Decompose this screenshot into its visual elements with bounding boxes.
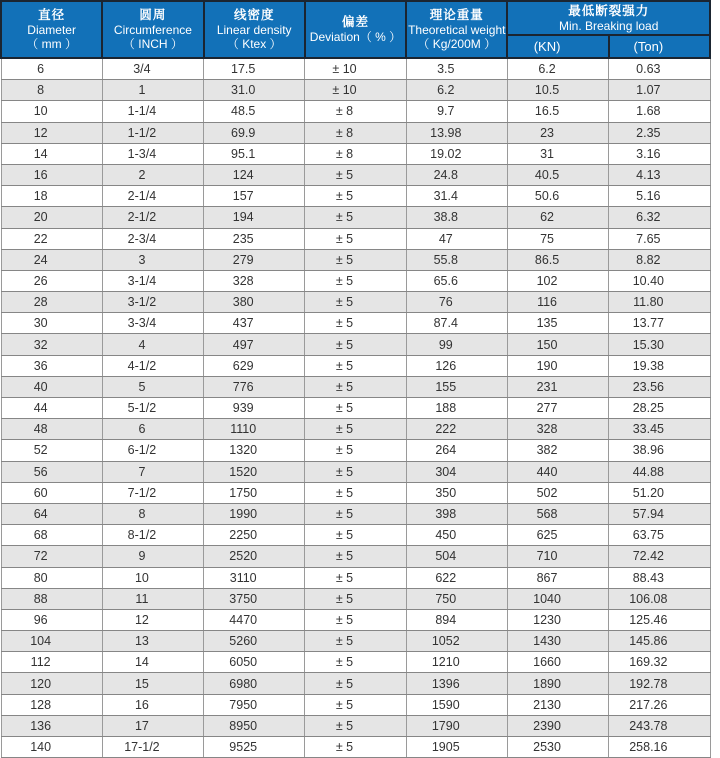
- table-row: [1, 101, 710, 122]
- cell: 5: [102, 376, 203, 397]
- cell: ± 5: [305, 334, 406, 355]
- cell: 7950: [204, 694, 305, 715]
- cell: 382: [507, 440, 608, 461]
- cell: 18: [1, 186, 102, 207]
- cell: ± 5: [305, 737, 406, 758]
- cell: 3-1/4: [102, 270, 203, 291]
- cell: 150: [507, 334, 608, 355]
- table-row: [1, 737, 710, 758]
- cell: 17-1/2: [102, 737, 203, 758]
- cell: 120: [1, 673, 102, 694]
- table-row: [1, 652, 710, 673]
- cell: 6.2: [507, 58, 608, 80]
- cell: 44.88: [609, 461, 710, 482]
- cell: 5.16: [609, 186, 710, 207]
- cell: 135: [507, 313, 608, 334]
- cell: 62: [507, 207, 608, 228]
- cell: 125.46: [609, 609, 710, 630]
- cell: ± 5: [305, 715, 406, 736]
- cell: 99: [406, 334, 507, 355]
- cell: 625: [507, 525, 608, 546]
- cell: 24.8: [406, 164, 507, 185]
- col-header-circumference: [102, 1, 203, 58]
- cell: 1052: [406, 631, 507, 652]
- table-row: [1, 376, 710, 397]
- cell: 14: [102, 652, 203, 673]
- table-row: [1, 588, 710, 609]
- cell: 33.45: [609, 419, 710, 440]
- table-row: [1, 673, 710, 694]
- cell: 13: [102, 631, 203, 652]
- cell: 504: [406, 546, 507, 567]
- cell: 8: [1, 80, 102, 101]
- col-subheader-kn: (KN): [507, 35, 608, 58]
- table-row: [1, 715, 710, 736]
- table-row: [1, 207, 710, 228]
- cell: 5-1/2: [102, 398, 203, 419]
- cell: 1230: [507, 609, 608, 630]
- cell: 116: [507, 292, 608, 313]
- cell: 3.5: [406, 58, 507, 80]
- cell: 10: [1, 101, 102, 122]
- table-row: [1, 609, 710, 630]
- cell: 710: [507, 546, 608, 567]
- cell: ± 5: [305, 609, 406, 630]
- cell: 44: [1, 398, 102, 419]
- header-en: Theoretical weight: [408, 22, 506, 37]
- cell: 88: [1, 588, 102, 609]
- cell: 19.38: [609, 355, 710, 376]
- cell: 80: [1, 567, 102, 588]
- cell: 40: [1, 376, 102, 397]
- cell: 2530: [507, 737, 608, 758]
- cell: 3-1/2: [102, 292, 203, 313]
- cell: 190: [507, 355, 608, 376]
- cell: 6980: [204, 673, 305, 694]
- table-row: [1, 249, 710, 270]
- col-header-deviation: [305, 1, 406, 58]
- cell: 629: [204, 355, 305, 376]
- table-row: [1, 694, 710, 715]
- table-row: [1, 270, 710, 291]
- cell: 304: [406, 461, 507, 482]
- cell: 31.0: [204, 80, 305, 101]
- header-en: Linear density: [216, 22, 292, 37]
- cell: 72: [1, 546, 102, 567]
- table-row: [1, 186, 710, 207]
- cell: 398: [406, 503, 507, 524]
- cell: 3/4: [102, 58, 203, 80]
- table-row: [1, 525, 710, 546]
- header-en: Diameter: [27, 22, 76, 37]
- cell: 17.5: [204, 58, 305, 80]
- header-unit: （ INCH ）: [122, 36, 183, 51]
- cell: 1590: [406, 694, 507, 715]
- cell: 140: [1, 737, 102, 758]
- cell: 4470: [204, 609, 305, 630]
- cell: 11: [102, 588, 203, 609]
- table-row: [1, 440, 710, 461]
- cell: 1.07: [609, 80, 710, 101]
- cell: 28.25: [609, 398, 710, 419]
- cell: 104: [1, 631, 102, 652]
- cell: ± 5: [305, 355, 406, 376]
- table-row: [1, 546, 710, 567]
- cell: 2250: [204, 525, 305, 546]
- table-row: [1, 122, 710, 143]
- cell: ± 5: [305, 673, 406, 694]
- table-row: [1, 334, 710, 355]
- header-zh: 最低断裂强力: [568, 3, 650, 18]
- cell: ± 5: [305, 588, 406, 609]
- cell: ± 5: [305, 567, 406, 588]
- cell: 1-1/2: [102, 122, 203, 143]
- cell: 12: [1, 122, 102, 143]
- cell: 2520: [204, 546, 305, 567]
- header-zh: 圆周: [139, 7, 167, 22]
- cell: 1750: [204, 482, 305, 503]
- cell: 235: [204, 228, 305, 249]
- cell: 6-1/2: [102, 440, 203, 461]
- cell: 56: [1, 461, 102, 482]
- cell: 8950: [204, 715, 305, 736]
- cell: 0.63: [609, 58, 710, 80]
- table-row: [1, 355, 710, 376]
- cell: 867: [507, 567, 608, 588]
- cell: 750: [406, 588, 507, 609]
- cell: 9.7: [406, 101, 507, 122]
- cell: 31: [507, 143, 608, 164]
- cell: 17: [102, 715, 203, 736]
- cell: ± 5: [305, 313, 406, 334]
- header-unit: （ mm ）: [26, 36, 77, 51]
- table-row: [1, 164, 710, 185]
- cell: 96: [1, 609, 102, 630]
- cell: 939: [204, 398, 305, 419]
- table-row: [1, 313, 710, 334]
- header-en: Circumference: [113, 22, 192, 37]
- cell: 124: [204, 164, 305, 185]
- cell: 437: [204, 313, 305, 334]
- header-en: Min. Breaking load: [559, 18, 659, 33]
- cell: 48.5: [204, 101, 305, 122]
- col-header-breaking-load: [507, 1, 710, 35]
- cell: 28: [1, 292, 102, 313]
- cell: 145.86: [609, 631, 710, 652]
- cell: ± 5: [305, 270, 406, 291]
- cell: 1790: [406, 715, 507, 736]
- cell: 69.9: [204, 122, 305, 143]
- cell: ± 10: [305, 58, 406, 80]
- cell: 32: [1, 334, 102, 355]
- cell: 16: [102, 694, 203, 715]
- cell: ± 5: [305, 503, 406, 524]
- cell: 440: [507, 461, 608, 482]
- table-row: [1, 567, 710, 588]
- cell: 40.5: [507, 164, 608, 185]
- cell: 1: [102, 80, 203, 101]
- cell: 10.40: [609, 270, 710, 291]
- cell: 776: [204, 376, 305, 397]
- table-row: [1, 503, 710, 524]
- cell: 126: [406, 355, 507, 376]
- col-header-diameter: [1, 1, 102, 58]
- cell: ± 5: [305, 376, 406, 397]
- table-row: [1, 292, 710, 313]
- cell: 157: [204, 186, 305, 207]
- cell: 23: [507, 122, 608, 143]
- cell: 450: [406, 525, 507, 546]
- cell: 188: [406, 398, 507, 419]
- table-row: [1, 228, 710, 249]
- cell: 20: [1, 207, 102, 228]
- cell: 47: [406, 228, 507, 249]
- cell: 7-1/2: [102, 482, 203, 503]
- cell: 1520: [204, 461, 305, 482]
- table-row: [1, 143, 710, 164]
- cell: 48: [1, 419, 102, 440]
- cell: 136: [1, 715, 102, 736]
- cell: 26: [1, 270, 102, 291]
- cell: 328: [507, 419, 608, 440]
- header-unit: （ Ktex ）: [226, 36, 282, 51]
- cell: ± 5: [305, 440, 406, 461]
- cell: 60: [1, 482, 102, 503]
- cell: 36: [1, 355, 102, 376]
- cell: 279: [204, 249, 305, 270]
- cell: 31.4: [406, 186, 507, 207]
- cell: 1040: [507, 588, 608, 609]
- table-row: [1, 58, 710, 80]
- cell: 622: [406, 567, 507, 588]
- cell: 350: [406, 482, 507, 503]
- cell: 8: [102, 503, 203, 524]
- cell: 51.20: [609, 482, 710, 503]
- cell: 68: [1, 525, 102, 546]
- cell: 6050: [204, 652, 305, 673]
- cell: 38.8: [406, 207, 507, 228]
- cell: ± 5: [305, 482, 406, 503]
- cell: 11.80: [609, 292, 710, 313]
- cell: ± 8: [305, 101, 406, 122]
- cell: 1110: [204, 419, 305, 440]
- cell: 3110: [204, 567, 305, 588]
- cell: ± 5: [305, 546, 406, 567]
- cell: 2390: [507, 715, 608, 736]
- cell: ± 5: [305, 694, 406, 715]
- cell: 497: [204, 334, 305, 355]
- cell: 8-1/2: [102, 525, 203, 546]
- cell: 1320: [204, 440, 305, 461]
- cell: 1.68: [609, 101, 710, 122]
- cell: 894: [406, 609, 507, 630]
- cell: 4-1/2: [102, 355, 203, 376]
- header-zh: 线密度: [233, 7, 275, 22]
- header-zh: 偏差: [341, 15, 369, 29]
- header-en: Deviation（ % ）: [309, 30, 402, 44]
- header-zh: 直径: [38, 7, 66, 22]
- cell: 5260: [204, 631, 305, 652]
- cell: 7: [102, 461, 203, 482]
- cell: 63.75: [609, 525, 710, 546]
- cell: 2.35: [609, 122, 710, 143]
- table-row: [1, 80, 710, 101]
- cell: 258.16: [609, 737, 710, 758]
- cell: 2130: [507, 694, 608, 715]
- cell: 9: [102, 546, 203, 567]
- cell: 222: [406, 419, 507, 440]
- cell: 112: [1, 652, 102, 673]
- cell: 328: [204, 270, 305, 291]
- cell: 19.02: [406, 143, 507, 164]
- cell: 1-3/4: [102, 143, 203, 164]
- cell: 8.82: [609, 249, 710, 270]
- cell: 243.78: [609, 715, 710, 736]
- cell: 102: [507, 270, 608, 291]
- cell: 88.43: [609, 567, 710, 588]
- cell: ± 5: [305, 419, 406, 440]
- cell: 2-3/4: [102, 228, 203, 249]
- cell: ± 8: [305, 143, 406, 164]
- cell: 1905: [406, 737, 507, 758]
- cell: ± 5: [305, 186, 406, 207]
- cell: 155: [406, 376, 507, 397]
- cell: 6: [1, 58, 102, 80]
- cell: 76: [406, 292, 507, 313]
- cell: ± 5: [305, 164, 406, 185]
- cell: 15.30: [609, 334, 710, 355]
- cell: 13.98: [406, 122, 507, 143]
- cell: 86.5: [507, 249, 608, 270]
- cell: 1660: [507, 652, 608, 673]
- cell: 1396: [406, 673, 507, 694]
- cell: ± 5: [305, 228, 406, 249]
- header-zh: 理论重量: [429, 7, 484, 22]
- cell: 4.13: [609, 164, 710, 185]
- cell: ± 8: [305, 122, 406, 143]
- cell: 6.2: [406, 80, 507, 101]
- cell: 2-1/2: [102, 207, 203, 228]
- table-row: [1, 419, 710, 440]
- cell: 568: [507, 503, 608, 524]
- cell: 9525: [204, 737, 305, 758]
- cell: 3750: [204, 588, 305, 609]
- cell: 3.16: [609, 143, 710, 164]
- cell: 169.32: [609, 652, 710, 673]
- cell: 4: [102, 334, 203, 355]
- cell: ± 5: [305, 461, 406, 482]
- cell: 95.1: [204, 143, 305, 164]
- cell: 13.77: [609, 313, 710, 334]
- cell: 55.8: [406, 249, 507, 270]
- cell: 75: [507, 228, 608, 249]
- cell: 65.6: [406, 270, 507, 291]
- col-subheader-ton: (Ton): [609, 35, 710, 58]
- cell: ± 10: [305, 80, 406, 101]
- table-row: [1, 631, 710, 652]
- cell: 264: [406, 440, 507, 461]
- cell: 3-3/4: [102, 313, 203, 334]
- cell: 57.94: [609, 503, 710, 524]
- cell: ± 5: [305, 398, 406, 419]
- cell: 277: [507, 398, 608, 419]
- cell: ± 5: [305, 631, 406, 652]
- cell: 194: [204, 207, 305, 228]
- cell: 16.5: [507, 101, 608, 122]
- cell: ± 5: [305, 525, 406, 546]
- cell: 2: [102, 164, 203, 185]
- cell: 52: [1, 440, 102, 461]
- cell: 30: [1, 313, 102, 334]
- cell: 22: [1, 228, 102, 249]
- cell: 87.4: [406, 313, 507, 334]
- table-body: [1, 58, 710, 758]
- cell: 6: [102, 419, 203, 440]
- table-row: [1, 482, 710, 503]
- cell: 1210: [406, 652, 507, 673]
- cell: 72.42: [609, 546, 710, 567]
- cell: 1990: [204, 503, 305, 524]
- col-header-linear-density: [204, 1, 305, 58]
- cell: ± 5: [305, 652, 406, 673]
- table-row: [1, 461, 710, 482]
- cell: 3: [102, 249, 203, 270]
- cell: 16: [1, 164, 102, 185]
- cell: 6.32: [609, 207, 710, 228]
- cell: 12: [102, 609, 203, 630]
- cell: ± 5: [305, 249, 406, 270]
- cell: 10.5: [507, 80, 608, 101]
- col-header-theoretical-weight: [406, 1, 507, 58]
- table-header: [1, 1, 710, 58]
- header-unit: （ Kg/200M ）: [417, 36, 497, 51]
- cell: 10: [102, 567, 203, 588]
- cell: 502: [507, 482, 608, 503]
- cell: 7.65: [609, 228, 710, 249]
- cell: 192.78: [609, 673, 710, 694]
- cell: 14: [1, 143, 102, 164]
- cell: 2-1/4: [102, 186, 203, 207]
- cell: 217.26: [609, 694, 710, 715]
- cell: 1-1/4: [102, 101, 203, 122]
- cell: 64: [1, 503, 102, 524]
- cell: 128: [1, 694, 102, 715]
- cell: 15: [102, 673, 203, 694]
- cell: 50.6: [507, 186, 608, 207]
- table-row: [1, 398, 710, 419]
- cell: 380: [204, 292, 305, 313]
- cell: 1430: [507, 631, 608, 652]
- cell: 231: [507, 376, 608, 397]
- cell: 38.96: [609, 440, 710, 461]
- cell: ± 5: [305, 292, 406, 313]
- cell: 24: [1, 249, 102, 270]
- cell: 1890: [507, 673, 608, 694]
- cell: 23.56: [609, 376, 710, 397]
- cell: ± 5: [305, 207, 406, 228]
- cell: 106.08: [609, 588, 710, 609]
